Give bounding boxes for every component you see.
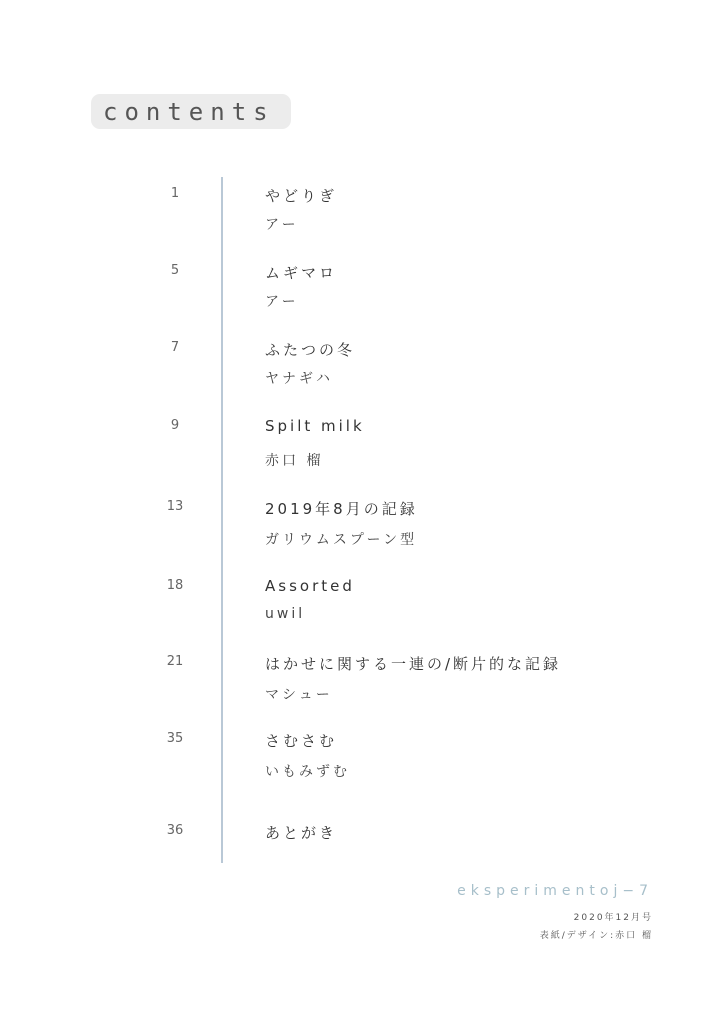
- toc-title: あとがき: [265, 824, 338, 842]
- toc-title: やどりぎ: [265, 187, 338, 205]
- toc-page-number: 13: [166, 499, 184, 514]
- toc-title: さむさむ: [265, 732, 338, 750]
- toc-page-number: 36: [166, 823, 184, 838]
- toc-title: ムギマロ: [265, 264, 338, 282]
- toc-page-number: 7: [170, 340, 180, 355]
- toc-author: uwil: [265, 606, 306, 622]
- toc-page-number: 5: [170, 263, 180, 278]
- contents-heading: contents: [103, 97, 275, 126]
- toc-title: ふたつの冬: [265, 341, 356, 359]
- toc-title: 2019年8月の記録: [265, 500, 418, 518]
- toc-page-number: 9: [170, 418, 180, 433]
- toc-author: アー: [265, 217, 299, 233]
- toc-page-number: 35: [166, 731, 184, 746]
- toc-divider-line: [221, 177, 223, 863]
- toc-title: Spilt milk: [265, 417, 365, 435]
- toc-page-number: 18: [166, 578, 184, 593]
- toc-author: マシュー: [265, 687, 333, 703]
- toc-author: ヤナギハ: [265, 371, 333, 387]
- toc-author: ガリウムスプーン型: [265, 532, 418, 548]
- toc-author: 赤口 榴: [265, 453, 324, 469]
- cover-design-credit: 表紙/デザイン:赤口 榴: [539, 931, 653, 941]
- issue-date: 2020年12月号: [573, 913, 653, 923]
- toc-title: Assorted: [265, 577, 355, 595]
- toc-title: はかせに関する一連の/断片的な記録: [265, 655, 562, 673]
- toc-author: アー: [265, 294, 299, 310]
- magazine-name: eksperimentoj−7: [457, 883, 653, 899]
- toc-page-number: 21: [166, 654, 184, 669]
- contents-heading-box: [91, 94, 291, 129]
- toc-author: いもみずむ: [265, 764, 350, 780]
- toc-page-number: 1: [170, 186, 180, 201]
